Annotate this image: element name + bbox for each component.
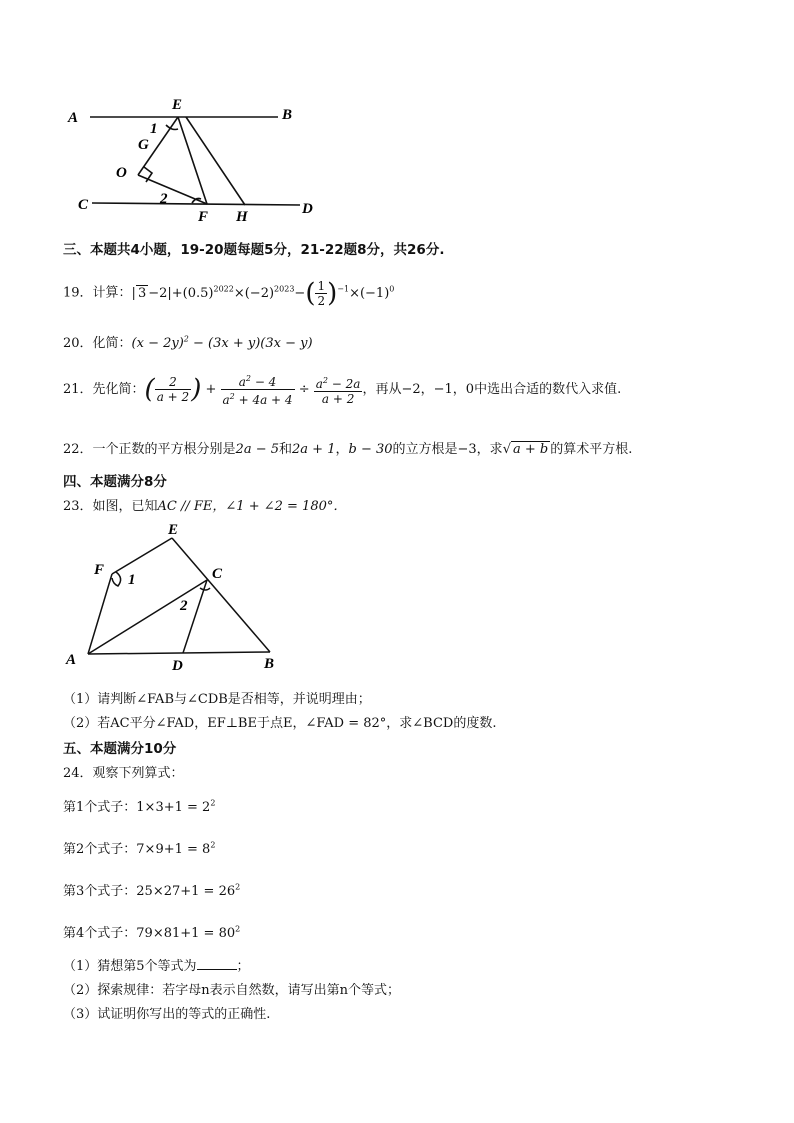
label-O: O	[116, 165, 127, 181]
q22-text-b: 和	[279, 442, 293, 457]
label-1: 1	[128, 572, 136, 588]
label-2: 2	[180, 598, 188, 614]
label-C: C	[78, 197, 89, 213]
q24-eq-3	[63, 880, 240, 899]
q22-text-a: 22．一个正数的平方根分别是	[63, 442, 236, 457]
q22-text-c: ，	[335, 442, 349, 457]
q24-eq-1	[63, 796, 215, 815]
question-19	[63, 278, 394, 308]
q24-part3: （3）试证明你写出的等式的正确性.	[63, 1007, 271, 1022]
q22-text-d: 的立方根是−3，求	[392, 442, 503, 457]
label-D: D	[172, 658, 183, 674]
label-D: D	[302, 201, 313, 217]
q21-suffix: ，再从−2，−1，0中选出合适的数代入求值.	[362, 382, 622, 397]
label-F: F	[94, 562, 105, 578]
label-G: G	[138, 137, 149, 153]
label-B: B	[282, 107, 293, 123]
question-20	[63, 332, 313, 351]
q22-expr-4: √ a + b	[502, 442, 549, 457]
label-E: E	[172, 97, 183, 113]
q24-eq-2-label: 第2个式子：	[63, 842, 137, 857]
q24-eq-4	[63, 922, 240, 941]
figure-triangle	[60, 518, 300, 676]
q24-part1-text: （1）猜想第5个等式为	[63, 959, 197, 974]
label-H: H	[236, 209, 248, 225]
label-C: C	[212, 566, 223, 582]
q22-expr-2: 2a + 1	[292, 442, 336, 457]
label-A: A	[66, 652, 77, 668]
q24-intro: 24．观察下列算式：	[63, 766, 184, 781]
q21-expression: ( $\frac{2}{a + 2}$ ) + $\frac{a^2 - 4}{a^2 + 4a + 4}$ ÷ $\frac{a^2 - 2a}{a + 2}$	[144, 374, 361, 407]
section-5-heading: 五、本题满分10分	[63, 741, 177, 757]
q24-part2: （2）探索规律：若字母n表示自然数，请写出第n个等式；	[63, 983, 401, 998]
q23-condition: AC // FE，∠1 + ∠2 = 180°．	[157, 499, 347, 514]
q24-eq-2	[63, 838, 215, 857]
q24-part1-end: ；	[236, 959, 250, 974]
answer-blank[interactable]	[197, 969, 237, 970]
q22-text-e: 的算术平方根.	[550, 442, 633, 457]
label-B: B	[264, 656, 275, 672]
q22-expr-1: 2a − 5	[235, 442, 279, 457]
question-21	[63, 372, 621, 407]
q24-eq-4-label: 第4个式子：	[63, 926, 137, 941]
q24-eq-2-expr: $7\times 9+1 = 8^2$	[136, 840, 216, 857]
q19-prefix: 19．计算：	[63, 285, 132, 301]
label-1: 1	[150, 121, 158, 137]
q23-part1: （1）请判断∠FAB与∠CDB是否相等，并说明理由；	[63, 692, 371, 707]
label-E: E	[168, 522, 179, 538]
section-4-heading: 四、本题满分8分	[63, 474, 167, 490]
question-22	[63, 438, 632, 457]
q24-eq-4-expr: $79\times 81+1 = 80^2$	[136, 924, 241, 941]
label-2: 2	[160, 191, 168, 207]
q20-expression: $(x - 2y)^2 - (3x + y)(3x - y)$	[131, 334, 313, 351]
q24-eq-3-label: 第3个式子：	[63, 884, 137, 899]
q24-eq-3-expr: $25\times 27+1 = 26^2$	[136, 882, 241, 899]
q23-part2: （2）若AC平分∠FAD，EF⊥BE于点E，∠FAD = 82°，求∠BCD的度数.	[63, 716, 497, 731]
label-F: F	[198, 209, 209, 225]
question-23	[63, 495, 346, 514]
q24-part1	[63, 955, 250, 974]
q19-expression: | $3 -2|+(0.5)^{2022}\times(-2)^{2023}-$( $\frac{1}{2}$ )$^{-1}\times(-1)^0$	[131, 278, 395, 308]
section-3-heading: 三、本题共4小题，19-20题每题5分，21-22题8分，共26分.	[63, 242, 445, 258]
q24-eq-1-expr: $1\times 3+1 = 2^2$	[136, 798, 216, 815]
label-A: A	[68, 110, 79, 126]
q22-expr-3: b − 30	[348, 442, 393, 457]
q20-prefix: 20．化简：	[63, 336, 132, 351]
q23-intro: 23．如图，已知	[63, 499, 158, 514]
q21-prefix: 21．先化简：	[63, 382, 145, 397]
q24-eq-1-label: 第1个式子：	[63, 800, 137, 815]
figure-parallel-lines	[60, 95, 330, 225]
